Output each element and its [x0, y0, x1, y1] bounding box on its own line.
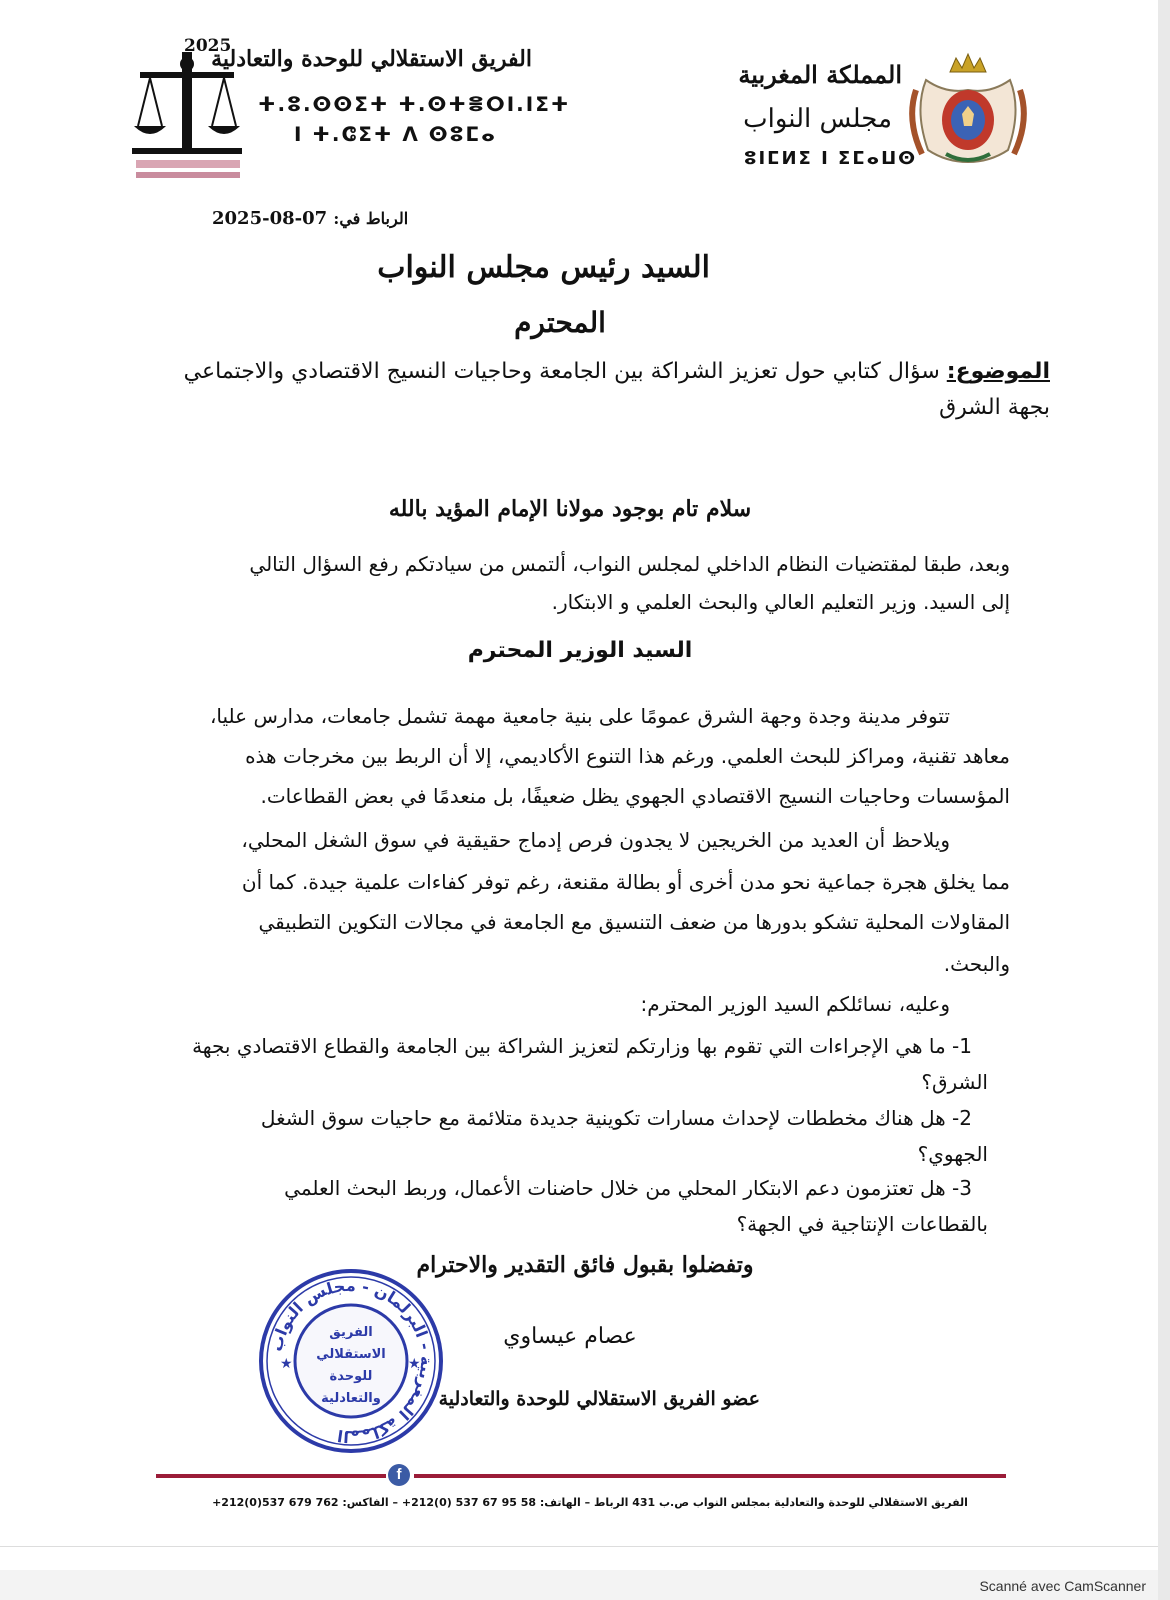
year-fragment: 2025	[184, 36, 232, 56]
stamp-seal-icon	[258, 1268, 444, 1454]
stamp-inner-3: للوحدة	[329, 1369, 373, 1384]
date-line	[212, 208, 408, 229]
paragraph-1-line-2: معاهد تقنية، ومراكز للبحث العلمي. ورغم هذا التنوع الأكاديمي، إلا أن الربط بين مخرجات هذه	[245, 744, 1010, 768]
date-label: الرباط في:	[333, 209, 409, 228]
stamp-inner-1: الفريق	[329, 1325, 373, 1340]
official-stamp	[258, 1268, 444, 1454]
kingdom-name: المملكة المغربية	[738, 60, 902, 89]
question-3-line-2: بالقطاعات الإنتاجية في الجهة؟	[736, 1212, 988, 1236]
paragraph-2-line-4: والبحث.	[943, 952, 1010, 976]
stamp-ring-text: المملكة المغربية - البرلمان - مجلس النواب	[266, 1275, 437, 1447]
subject-line-2: بجهة الشرق	[939, 395, 1050, 420]
svg-text:★: ★	[280, 1356, 293, 1372]
royal-emblem-icon	[906, 50, 1030, 170]
subject-label: الموضوع:	[946, 359, 1050, 384]
addressee-line-1: السيد رئيس مجلس النواب	[377, 250, 710, 285]
svg-text:★: ★	[408, 1356, 421, 1372]
scanner-watermark: Scanné avec CamScanner	[979, 1578, 1146, 1594]
paragraph-1-line-1: تتوفر مدينة وجدة وجهة الشرق عمومًا على بنية جامعية مهمة تشمل جامعات، مدارس عليا،	[209, 704, 950, 728]
coat-of-arms	[906, 50, 1030, 170]
question-1-line-2: الشرق؟	[921, 1070, 988, 1094]
footer-divider-right	[414, 1474, 1006, 1478]
paragraph-2-line-2: مما يخلق هجرة جماعية نحو مدن أخرى أو بطالة مقنعة، رغم توفر كفاءات علمية جيدة. كما أن	[241, 870, 1010, 894]
stamp-inner-4: والتعادلية	[321, 1391, 381, 1406]
council-name: مجلس النواب	[743, 104, 892, 134]
minister-title: السيد الوزير المحترم	[467, 638, 693, 663]
closing-line: وتفضلوا بقبول فائق التقدير والاحترام	[416, 1252, 754, 1278]
addressee-line-2: المحترم	[514, 306, 606, 339]
intro-line-2: إلى السيد. وزير التعليم العالي والبحث العلمي و الابتكار.	[551, 590, 1010, 614]
group-name-tifinagh-2: ⵏ ⵜ.ⵛⵉⵜ ⴷ ⵙⵓⵎⴰ	[294, 122, 497, 146]
paragraph-1-line-3: المؤسسات وحاجيات النسيج الاقتصادي الجهوي يظل ضعيفًا، بل منعدمًا في بعض القطاعات.	[260, 784, 1010, 808]
page-edge	[1158, 0, 1170, 1600]
group-name-arabic: الفريق الاستقلالي للوحدة والتعادلية	[211, 46, 532, 72]
paragraph-2-line-1: ويلاحظ أن العديد من الخريجين لا يجدون فرص إدماج حقيقية في سوق الشغل المحلي،	[241, 828, 950, 852]
subject-line-1	[170, 354, 1050, 390]
footer-divider-left	[156, 1474, 386, 1478]
paragraph-3: وعليه، نسائلكم السيد الوزير المحترم:	[640, 992, 950, 1016]
question-2-line-1: 2- هل هناك مخططات لإحداث مسارات تكوينية جديدة متلائمة مع حاجيات سوق الشغل	[260, 1106, 972, 1130]
signature-role: عضو الفريق الاستقلالي للوحدة والتعادلية	[438, 1388, 760, 1410]
bottom-rule	[0, 1546, 1158, 1547]
group-name-tifinagh-1: ⵜ.ⵓ.ⵙⵙⵉⵜ ⵜ.ⵙⵜⴻⵔⵏ.ⵏⵉⵜ	[258, 92, 571, 116]
council-name-tifinagh: ⵓⵏⵎⵍⵉ ⵏ ⵉⵎⴰⵡⵙ	[744, 148, 918, 169]
facebook-icon[interactable]: f	[388, 1464, 410, 1486]
question-1-line-1: 1- ما هي الإجراءات التي تقوم بها وزارتكم لتعزيز الشراكة بين الجامعة والقطاع الاقتصادي بجهة	[192, 1034, 972, 1058]
paragraph-2-line-3: المقاولات المحلية تشكو بدورها من ضعف التنسيق مع الجامعة في مجالات التكوين التطبيقي	[258, 910, 1010, 934]
stamp-inner-2: الاستقلالي	[316, 1347, 386, 1362]
subject-text: سؤال كتابي حول تعزيز الشراكة بين الجامعة وحاجيات النسيج الاقتصادي والاجتماعي	[183, 359, 947, 384]
question-3-line-1: 3- هل تعتزمون دعم الابتكار المحلي من خلال حاضنات الأعمال، وربط البحث العلمي	[284, 1176, 972, 1200]
question-2-line-2: الجهوي؟	[917, 1142, 988, 1166]
footer-contact: الفريق الاستقلالي للوحدة والتعادلية بمجلس النواب ص.ب 431 الرباط – الهاتف: 58 95 67 537 (0)212+ – الفاكس: 762 679 537(0)212+	[212, 1496, 968, 1509]
signature-name: عصام عيساوي	[503, 1324, 637, 1349]
intro-line-1: وبعد، طبقا لمقتضيات النظام الداخلي لمجلس النواب، ألتمس من سيادتكم رفع السؤال التالي	[249, 552, 1010, 576]
greeting: سلام تام بوجود مولانا الإمام المؤيد بالله	[388, 496, 752, 522]
date-value: 2025-08-07	[212, 208, 328, 229]
